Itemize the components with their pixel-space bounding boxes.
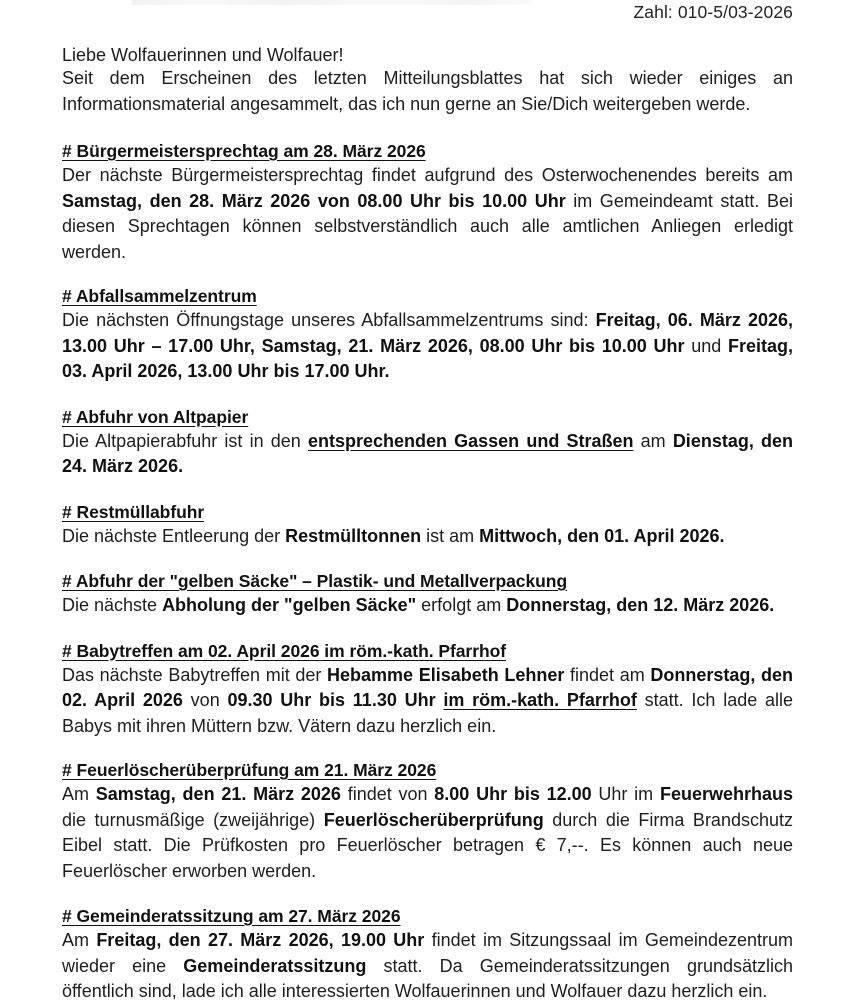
text-run: findet am [564,664,651,685]
section-heading: # Restmüllabfuhr [62,501,205,522]
text-run-bold: Freitag, 06. März 2026, 13.00 Uhr – 17.00 Uhr, Samstag, 21. März 2026, 08.00 Uhr bis 10.00 Uhr [62,310,794,356]
text-run-bold: Samstag, den 21. März 2026 [95,784,341,804]
text-run-bold: Samstag, den 28. März 2026 von 08.00 Uhr bis 10.00 Uhr [62,190,566,211]
text-run: Uhr im [591,784,660,804]
section-abfuhr-von-altpapier [62,406,793,480]
text-run: durch die Firma Brandschutz Eibel statt. Die Prüfkosten pro Feuerlöscher betragen € 7,--. Es können auch neue Feuerlöscher erworben werden. [62,809,793,881]
section-buergermeistersprechtag [62,140,793,265]
salutation: Liebe Wolfauerinnen und Wolfauer! [62,45,344,65]
text-run-bold: Donnerstag, den 12. März 2026. [506,595,775,615]
section-body [62,928,793,1005]
section-feuerloescherueberpruefung [62,759,793,884]
text-run-bold-underline: entsprechenden Gassen und Straßen [307,430,634,451]
section-heading: # Gemeinderatssitzung am 27. März 2026 [62,906,401,926]
section-gemeinderatssitzung [62,905,793,1005]
text-run-bold: Restmülltonnen [285,525,422,546]
text-run: Die nächste Entleerung der [62,525,286,546]
text-run: im Gemeindeamt statt. Bei diesen Sprechtagen können selbstverständlich auch alle amtlichen Anliegen erledigt werden. [62,190,793,262]
reference-number: Zahl: 010-5/03-2026 [633,2,793,22]
text-run: ist am [421,525,480,546]
text-run: findet im Sitzungssaal im Gemeindezentrum wieder eine [62,930,793,976]
section-babytreffen [62,640,793,740]
text-run: von [182,690,228,710]
text-run: am [633,430,673,451]
text-run: statt. Ich lade alle Babys mit ihren Müttern bzw. Vätern dazu herzlich ein. [62,690,794,736]
section-heading: # Feuerlöscherüberprüfung am 21. März 2026 [62,760,437,780]
text-run-bold: Freitag, 03. April 2026, 13.00 Uhr bis 17.00 Uhr. [62,335,793,381]
section-heading: # Abfallsammelzentrum [62,286,257,306]
text-run-bold: Dienstag, den 24. März 2026. [62,430,793,476]
section-abfallsammelzentrum [62,285,793,385]
text-run: Die Altpapierabfuhr ist in den [62,430,308,451]
text-run: Die nächste [62,595,163,615]
text-run: erfolgt am [416,595,507,615]
text-run-bold: Freitag, den 27. März 2026, 19.00 Uhr [96,930,425,950]
text-run-bold: Donnerstag, den 02. April 2026 [62,664,793,710]
text-run: Am [62,930,97,950]
text-run: die turnusmäßige (zweijährige) [62,809,324,830]
text-run-bold: 09.30 Uhr bis 11.30 Uhr [227,690,444,710]
text-run: Am [62,784,96,804]
text-run-bold: Feuerlöscherüberprüfung [323,809,544,830]
section-body [62,782,793,884]
text-run-bold: Feuerwehrhaus [659,784,793,804]
intro-paragraph: Seit dem Erscheinen des letzten Mitteilungsblattes hat sich wieder einiges an Informationsmaterial angesammelt, das ich nun gerne an Sie/Dich weitergeben werde. [62,68,793,114]
text-run-bold: 8.00 Uhr bis 12.00 [434,784,592,804]
section-heading: # Bürgermeistersprechtag am 28. März 2026 [62,141,426,161]
text-run: findet von [340,784,435,804]
text-run: Der nächste Bürgermeistersprechtag findet aufgrund des Osterwochenendes bereits am [62,165,793,185]
section-restmuellabfuhr [62,501,793,550]
text-run: Das nächste Babytreffen mit der [62,664,328,685]
section-heading: # Babytreffen am 02. April 2026 im röm.-kath. Pfarrhof [62,640,507,661]
section-body [62,593,793,619]
text-run-bold: Abholung der "gelben Säcke" [162,595,417,615]
section-body [62,663,793,740]
section-body [62,524,793,550]
text-run: statt. Da Gemeinderatssitzungen grundsätzlich öffentlich sind, lade ich alle interessierten Wolfauerinnen und Wolfauer dazu herzlich ein. [62,955,793,1001]
section-heading: # Abfuhr der "gelben Säcke" – Plastik- und Metallverpackung [62,571,568,591]
text-run-bold: Mittwoch, den 01. April 2026. [479,525,725,546]
section-body [62,308,793,385]
text-run-bold-underline: im röm.-kath. Pfarrhof [443,690,637,710]
text-run: Die nächsten Öffnungstage unseres Abfallsammelzentrums sind: [62,310,596,330]
text-run-bold: Gemeinderatssitzung [183,955,367,976]
section-body [62,429,793,480]
section-abfuhr-gelbe-saecke [62,570,793,619]
text-run-bold: Hebamme Elisabeth Lehner [327,664,565,685]
section-heading: # Abfuhr von Altpapier [62,406,249,427]
section-body [62,163,793,265]
text-run: und [684,335,728,356]
